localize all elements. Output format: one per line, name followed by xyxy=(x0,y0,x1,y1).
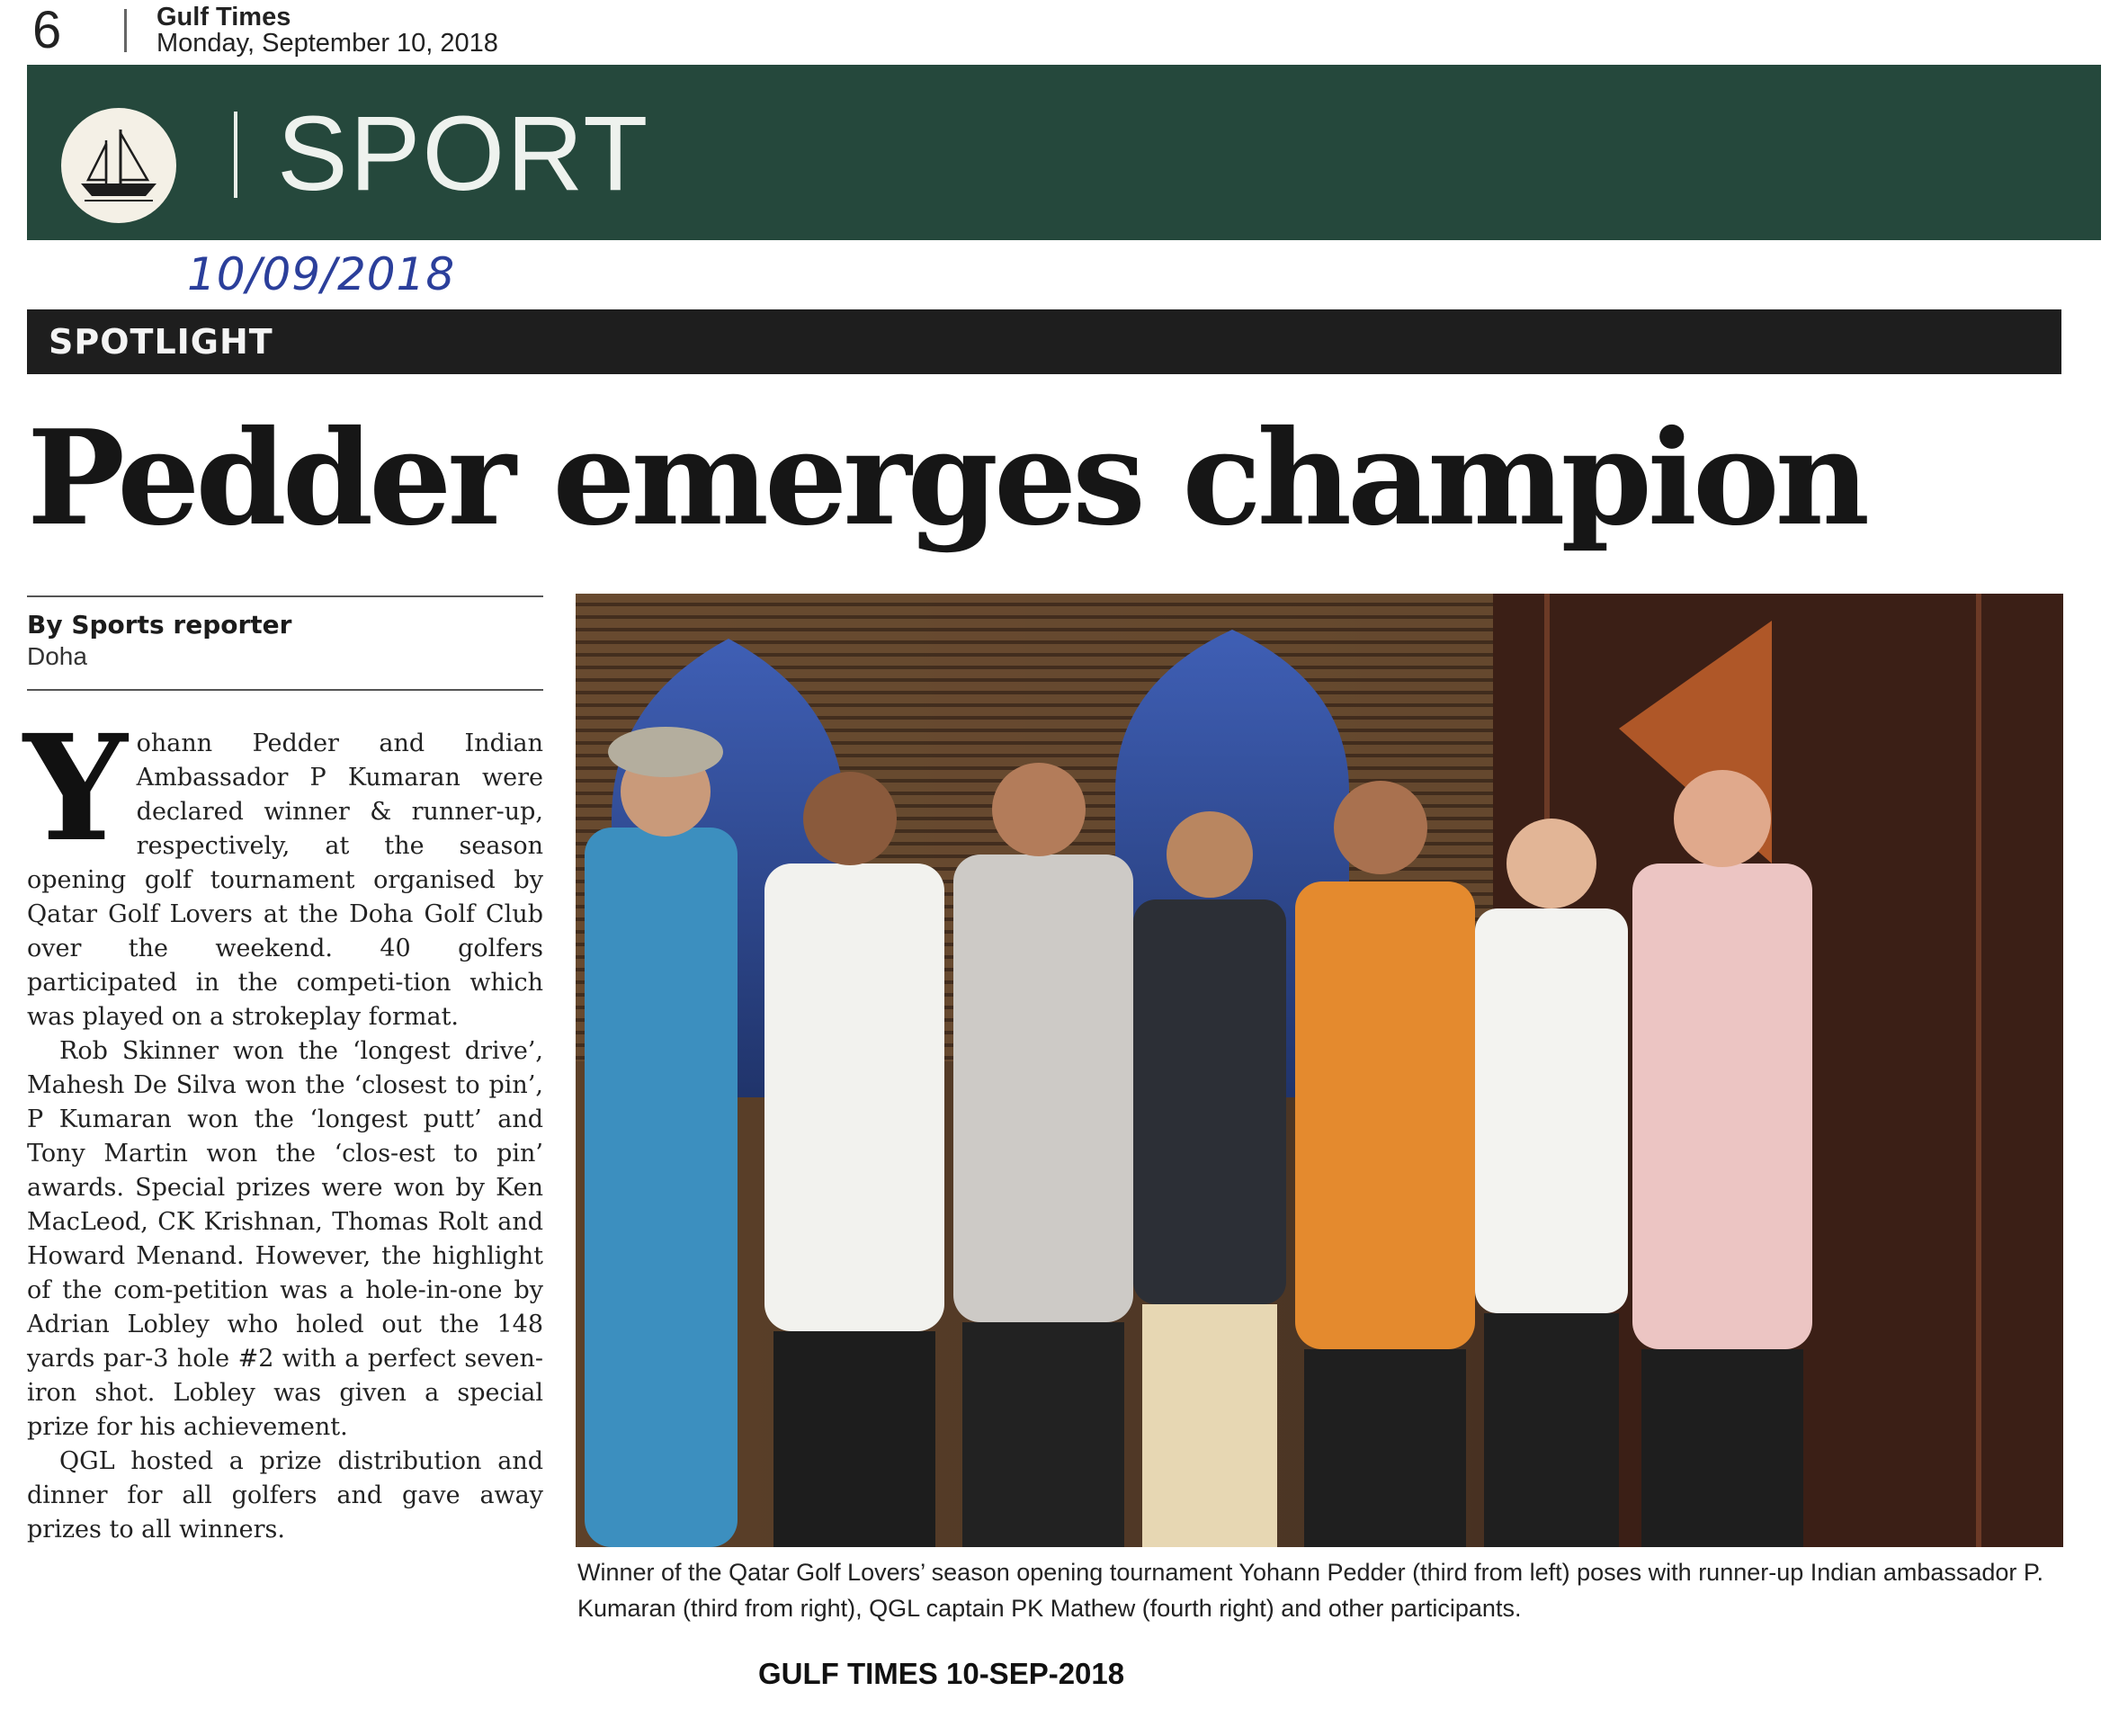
article-body xyxy=(23,703,543,1547)
handwritten-date: 10/09/2018 xyxy=(187,248,456,300)
kicker-label: SPOTLIGHT xyxy=(49,322,273,362)
dhow-boat-icon xyxy=(61,108,176,223)
article-paragraph: Rob Skinner won the ‘longest drive’, Mahesh De Silva won the ‘closest to pin’, P Kumaran won the ‘longest putt’ and Tony Martin won the ‘clos-est to pin’ awards. Special prizes were won by Ken MacLeod, CK Krishnan, Thomas Rolt and Howard Menand. However, the highlight of the com-petition was a hole-in-one by Adrian Lobley who holed out the 148 yards par-3 hole #2 with a perfect seven-iron shot. Lobley was given a special prize for his achievement. xyxy=(27,1037,543,1441)
byline-bottom-rule xyxy=(27,689,543,691)
photo-caption: Winner of the Qatar Golf Lovers’ season opening tournament Yohann Pedder (third from left) poses with runner-up Indian ambassador P. Kumaran (third from right), QGL captain PK Mathew (fourth right) and other participants. xyxy=(577,1559,2043,1622)
dateline: Doha xyxy=(27,642,87,670)
drop-cap: Y xyxy=(23,703,128,874)
byline-top-rule xyxy=(27,595,543,597)
group-photo xyxy=(576,594,2063,1547)
section-divider xyxy=(234,112,237,198)
paragraph-text: ohann Pedder and Indian Ambassador P Kumaran were declared winner & runner-up, respectively, at the season opening golf tournament organised by Qatar Golf Lovers at the Doha Golf Club over the weekend. 40 golfers participated in the competi-tion which was played on a strokeplay format. xyxy=(27,729,543,1031)
publication-name: Gulf Times xyxy=(156,3,291,31)
byline: By Sports reporter xyxy=(27,610,292,640)
section-title: SPORT xyxy=(277,94,650,213)
clipping-source: GULF TIMES 10-SEP-2018 xyxy=(758,1657,1125,1690)
article-headline: Pedder emerges champion xyxy=(27,402,1866,555)
article-paragraph: QGL hosted a prize distribution and dinner for all golfers and gave away prizes to all winners. xyxy=(27,1447,543,1544)
publication-date: Monday, September 10, 2018 xyxy=(156,29,498,58)
masthead-divider xyxy=(124,9,127,52)
article-paragraph xyxy=(23,703,543,1034)
page-number: 6 xyxy=(32,1,62,59)
section-banner xyxy=(27,65,2101,240)
kicker-bar xyxy=(27,309,2061,374)
